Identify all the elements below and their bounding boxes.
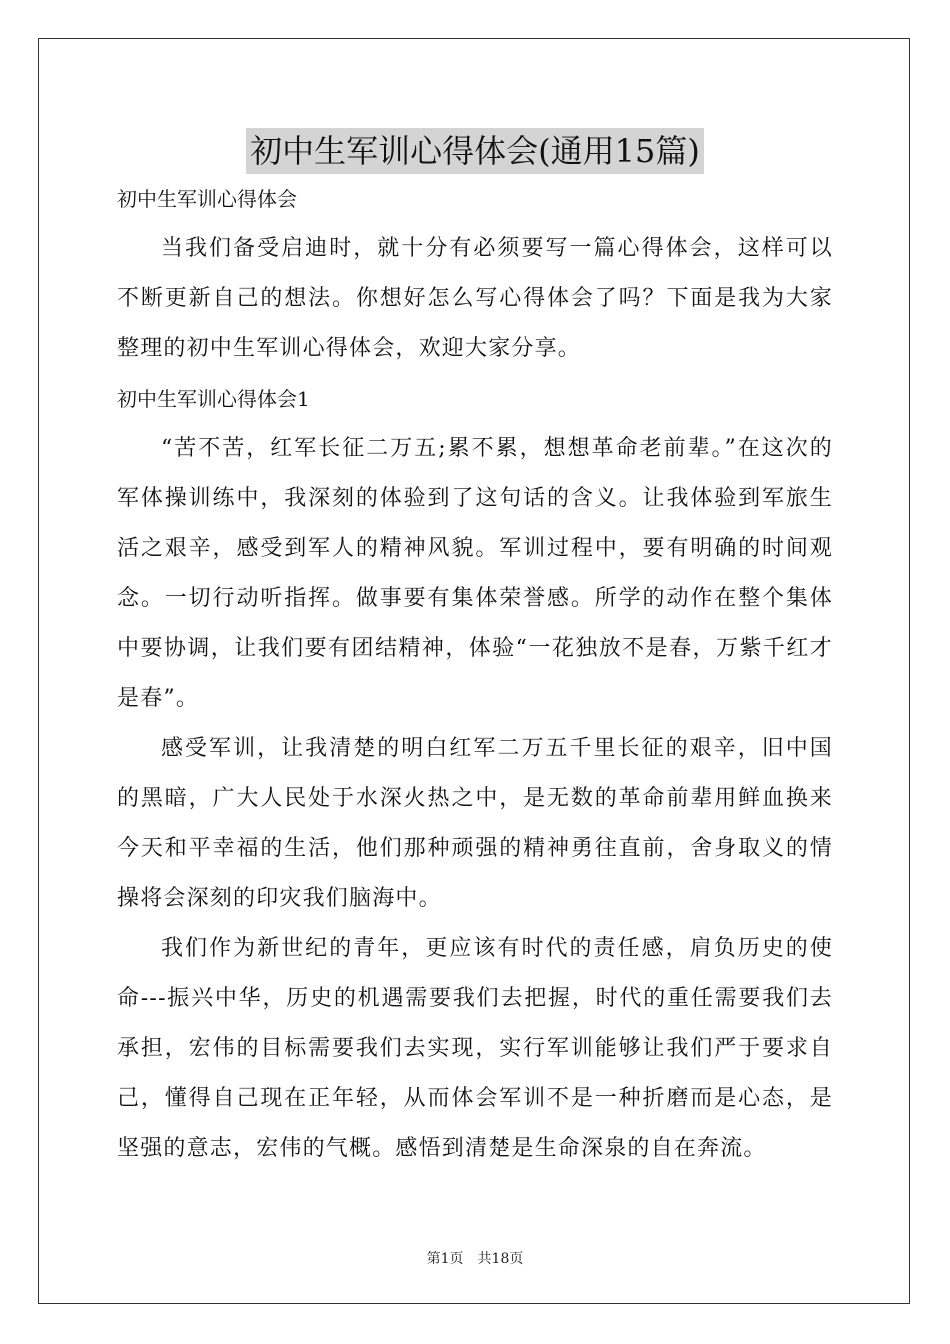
- body-paragraph: 感受军训，让我清楚的明白红军二万五千里长征的艰辛，旧中国的黑暗，广大人民处于水深火热之中，是无数的革命前辈用鲜血换来今天和平幸福的生活，他们那种顽强的精神勇往直前，舍身取义的情操将会深刻的印灾我们脑海中。: [117, 736, 833, 911]
- document-title: 初中生军训心得体会(通用15篇): [246, 128, 704, 174]
- document-body: [117, 174, 833, 1174]
- intro-paragraph: 当我们备受启迪时，就十分有必须要写一篇心得体会，这样可以不断更新自己的想法。你想好怎么写心得体会了吗？下面是我为大家整理的初中生军训心得体会，欢迎大家分享。: [117, 236, 833, 361]
- intro-heading: 初中生军训心得体会: [117, 187, 297, 211]
- body-paragraph: “苦不苦，红军长征二万五;累不累，想想革命老前辈。”在这次的军体操训练中，我深刻的体验到了这句话的含义。让我体验到军旅生活之艰辛，感受到军人的精神风貌。军训过程中，要有明确的时间观念。一切行动听指挥。做事要有集体荣誉感。所学的动作在整个集体中要协调，让我们要有团结精神，体验“一花独放不是春，万紫千红才是春”。: [117, 436, 833, 711]
- section-heading: 初中生军训心得体会1: [117, 387, 310, 411]
- body-paragraph: 我们作为新世纪的青年，更应该有时代的责任感，肩负历史的使命---振兴中华，历史的机遇需要我们去把握，时代的重任需要我们去承担，宏伟的目标需要我们去实现，实行军训能够让我们严于要求自己，懂得自己现在正年轻，从而体会军训不是一种折磨而是心态，是坚强的意志，宏伟的气概。感悟到清楚是生命深泉的自在奔流。: [117, 936, 833, 1161]
- title-wrap: [0, 128, 950, 174]
- page-footer: 第1页 共18页: [426, 1251, 524, 1267]
